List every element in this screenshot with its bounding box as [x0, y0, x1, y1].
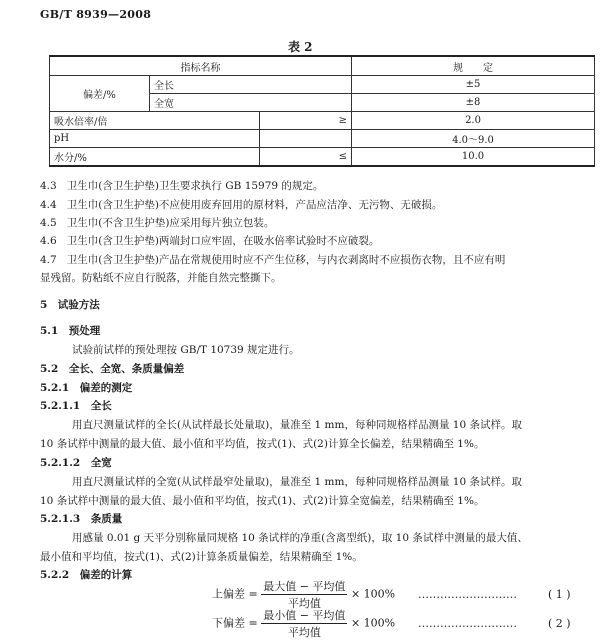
- section-5-1-text: 试验前试样的预处理按 GB/T 10739 规定进行。: [72, 344, 300, 356]
- formula-2-number: ( 2 ): [548, 617, 571, 630]
- header-item: 指标名称: [50, 56, 352, 76]
- clause-4-6: [40, 233, 379, 248]
- clause-number: 4.7: [40, 254, 57, 266]
- section-5-2-2-title: 5.2.2 偏差的计算: [40, 569, 133, 581]
- value-width: ±8: [352, 94, 595, 112]
- clause-text: 卫生巾(含卫生护垫)不应使用废弃回用的原材料，产品应洁净、无污物、无破损。: [66, 199, 443, 211]
- section-5-2-1-1-title: 5.2.1.1 全长: [40, 400, 112, 412]
- op-absorbency: ≥: [260, 112, 352, 130]
- formula-lower-deviation: [212, 607, 395, 640]
- section-5-2-1-1-line1: 用直尺测量试样的全长(从试样最长处量取)，量准至 1 mm，每种同规格样品测量 10 条试样。取: [72, 419, 522, 431]
- clause-text: 卫生巾(含卫生护垫)卫生要求执行 GB 15979 的规定。: [66, 180, 324, 192]
- fraction-denominator: 平均值: [287, 626, 321, 639]
- item-ph: pH: [50, 130, 260, 148]
- fraction-numerator: 最小值 − 平均值: [263, 609, 346, 622]
- clause-4-3: [40, 178, 323, 193]
- clause-4-7-cont: 显残留。防粘纸不应自行脱落，并能自然完整撕下。: [40, 272, 282, 284]
- formula-multiplier: × 100%: [350, 616, 396, 630]
- formula-lhs: 下偏差 =: [212, 616, 258, 630]
- clause-text: 卫生巾(含卫生护垫)两端封口应牢固，在吸水倍率试验时不应破裂。: [66, 235, 380, 247]
- value-moisture: 10.0: [352, 148, 595, 167]
- section-5-2-1-3-line2: 最小值和平均值，按式(1)、式(2)计算条质量偏差，结果精确至 1%。: [40, 551, 363, 563]
- clause-text: 卫生巾(含卫生护垫)产品在常规使用时应不产生位移，与内衣剥离时不应损伤衣物，且不应有明: [66, 254, 506, 266]
- section-5-title: 5 试验方法: [40, 299, 100, 311]
- formula-1-number: ( 1 ): [548, 588, 571, 601]
- section-5-2-1-2-line1: 用直尺测量试样的全宽(从试样最窄处量取)，量准至 1 mm，每种同规格样品测量 10 条试样。取: [72, 476, 522, 488]
- clause-4-7: [40, 252, 505, 267]
- op-moisture: ≤: [260, 148, 352, 167]
- formula-lhs: 上偏差 =: [212, 587, 258, 601]
- header-spec: 规 定: [352, 56, 595, 76]
- section-5-2-1-1-line2: 10 条试样中测量的最大值、最小值和平均值，按式(1)、式(2)计算全长偏差，结果精确至 1%。: [40, 438, 485, 450]
- section-5-2-1-2-line2: 10 条试样中测量的最大值、最小值和平均值，按式(1)、式(2)计算全宽偏差，结果精确至 1%。: [40, 495, 485, 507]
- item-moisture: 水分/%: [50, 148, 260, 167]
- clause-number: 4.6: [40, 235, 57, 247]
- section-5-2-title: 5.2 全长、全宽、条质量偏差: [40, 363, 185, 375]
- formula-1-dots: ………………………: [418, 588, 517, 601]
- section-5-2-1-title: 5.2.1 偏差的测定: [40, 382, 133, 394]
- clause-number: 4.3: [40, 180, 57, 192]
- item-absorbency: 吸水倍率/倍: [50, 112, 260, 130]
- section-5-1-title: 5.1 预处理: [40, 325, 101, 337]
- sub-length: 全长: [150, 76, 352, 94]
- value-length: ±5: [352, 76, 595, 94]
- group-deviation: 偏差/%: [50, 76, 150, 112]
- sub-width: 全宽: [150, 94, 352, 112]
- op-ph: [260, 130, 352, 148]
- section-5-2-1-3-title: 5.2.1.3 条质量: [40, 513, 123, 525]
- value-ph: 4.0～9.0: [352, 130, 595, 148]
- table-caption: 表 2: [288, 40, 313, 54]
- fraction-numerator: 最大值 − 平均值: [263, 580, 346, 593]
- standard-number: GB/T 8939—2008: [40, 8, 152, 21]
- section-5-2-1-2-title: 5.2.1.2 全宽: [40, 457, 112, 469]
- clause-number: 4.5: [40, 217, 57, 229]
- fraction: [261, 607, 347, 640]
- formula-multiplier: × 100%: [350, 587, 396, 601]
- clause-text: 卫生巾(不含卫生护垫)应采用每片独立包装。: [66, 217, 275, 229]
- fraction-denominator: 平均值: [287, 597, 321, 610]
- section-5-2-1-3-line1: 用感量 0.01 g 天平分别称量同规格 10 条试样的净重(含离型纸)，取 10 条试样中测量的最大值、: [72, 532, 528, 544]
- clause-4-4: [40, 197, 442, 212]
- formula-2-dots: ………………………: [418, 617, 517, 630]
- value-absorbency: 2.0: [352, 112, 595, 130]
- spec-table: [49, 55, 595, 167]
- clause-4-5: [40, 215, 274, 230]
- clause-number: 4.4: [40, 199, 57, 211]
